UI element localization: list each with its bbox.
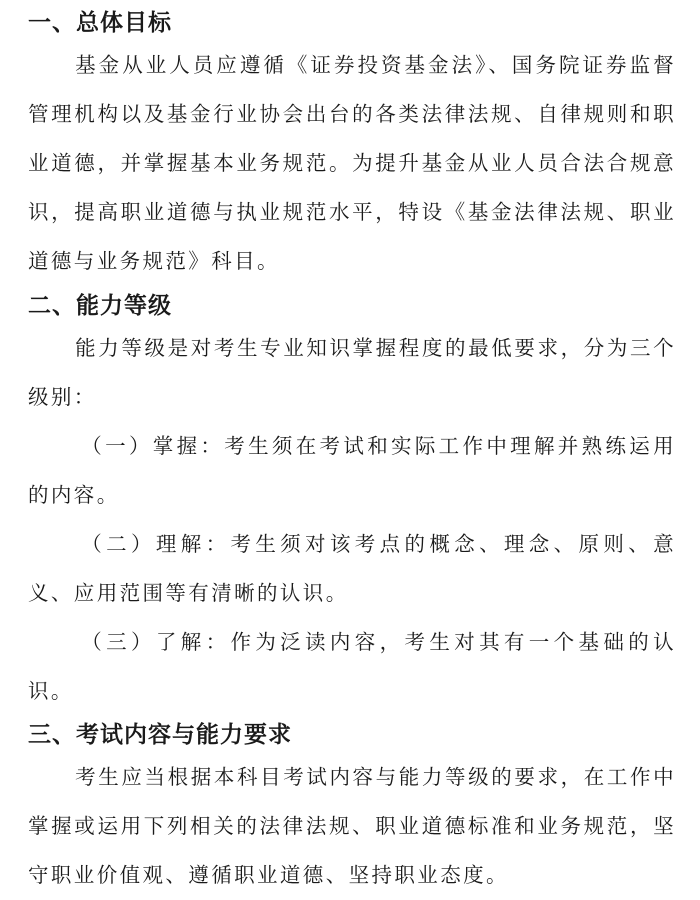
section-heading-ability-level: 二、能力等级 xyxy=(28,293,172,319)
list-item-understand: （二）理解：考生须对该考点的概念、理念、原则、意义、应用范围等有清晰的认识。 xyxy=(28,532,676,605)
paragraph-ability-level: 能力等级是对考生专业知识掌握程度的最低要求，分为三个级别： xyxy=(28,336,676,409)
list-item-master: （一）掌握：考生须在考试和实际工作中理解并熟练运用的内容。 xyxy=(28,434,676,507)
section-heading-exam-content: 三、考试内容与能力要求 xyxy=(28,722,292,748)
section-heading-overall-goal: 一、总体目标 xyxy=(28,10,172,36)
paragraph-exam-content: 考生应当根据本科目考试内容与能力等级的要求，在工作中掌握或运用下列相关的法律法规、职业道德标准和业务规范，坚守职业价值观、遵循职业道德、坚持职业态度。 xyxy=(28,765,676,887)
paragraph-overall-goal: 基金从业人员应遵循《证券投资基金法》、国务院证券监督管理机构以及基金行业协会出台的各类法律法规、自律规则和职业道德，并掌握基本业务规范。为提升基金从业人员合法合规意识，提高职业道德与执业规范水平，特设《基金法律法规、职业道德与业务规范》科目。 xyxy=(28,53,676,273)
list-item-know: （三）了解：作为泛读内容，考生对其有一个基础的认识。 xyxy=(28,630,676,703)
